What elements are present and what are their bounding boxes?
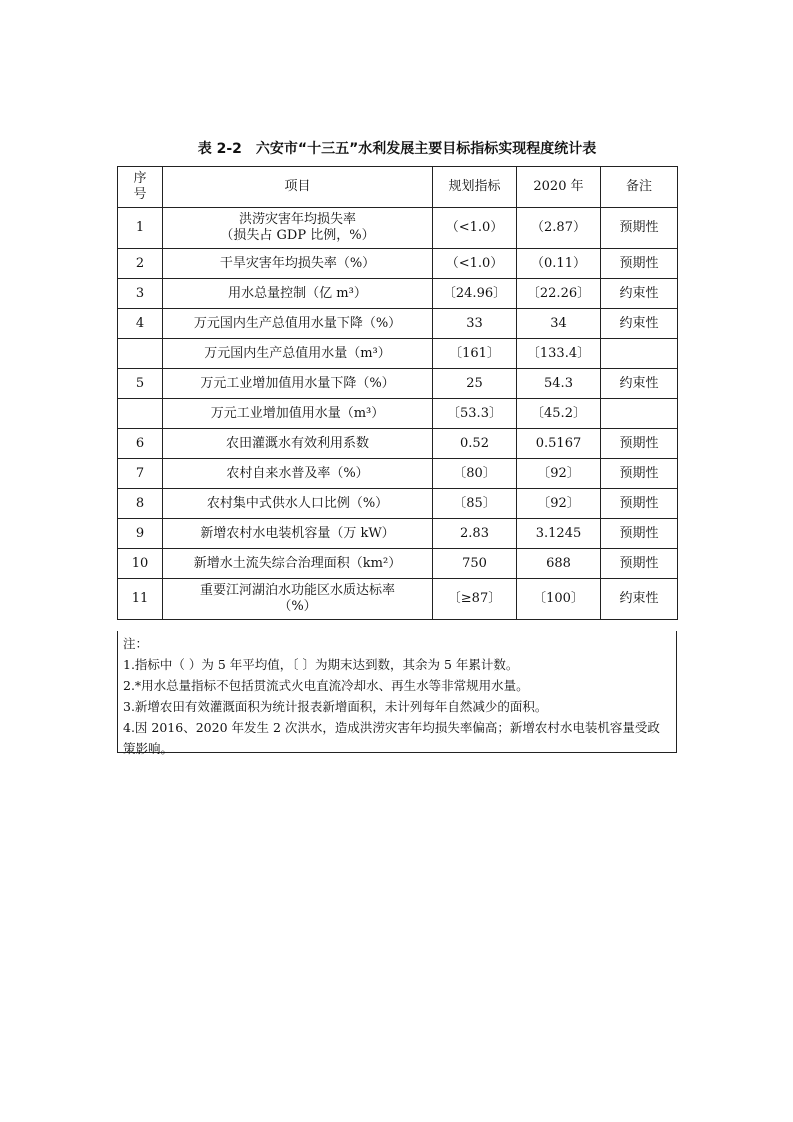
- row-target: 0.52: [433, 429, 517, 459]
- row-remark: 预期性: [601, 429, 678, 459]
- row-remark: 预期性: [601, 208, 678, 249]
- row-target: 〔≥87〕: [433, 579, 517, 620]
- table-row: [118, 399, 678, 429]
- row-item: 新增水土流失综合治理面积（km²）: [163, 549, 433, 579]
- row-item-line2: （%）: [278, 599, 317, 614]
- row-remark: 预期性: [601, 489, 678, 519]
- row-remark: 约束性: [601, 279, 678, 309]
- row-no: 8: [118, 489, 163, 519]
- note-line: 3.新增农田有效灌溉面积为统计报表新增面积，未计列每年自然减少的面积。: [123, 699, 548, 714]
- row-no: 10: [118, 549, 163, 579]
- table-row: [118, 208, 678, 249]
- row-actual: 0.5167: [517, 429, 601, 459]
- row-item: [163, 208, 433, 249]
- note-line: 4.因 2016、2020 年发生 2 次洪水，造成洪涝灾害年均损失率偏高；新增农村水电装机容量受政策影响。: [123, 720, 660, 756]
- notes-heading: 注：: [123, 636, 149, 651]
- row-no: 2: [118, 249, 163, 279]
- row-item: 万元工业增加值用水量（m³）: [163, 399, 433, 429]
- row-no: 7: [118, 459, 163, 489]
- statistics-table: [117, 166, 678, 620]
- row-item: 干旱灾害年均损失率（%）: [163, 249, 433, 279]
- header-no-line1: 序: [133, 171, 147, 186]
- row-item: 万元工业增加值用水量下降（%）: [163, 369, 433, 399]
- row-no: 3: [118, 279, 163, 309]
- row-item-line2: （损失占 GDP 比例，%）: [220, 228, 375, 243]
- row-actual: 3.1245: [517, 519, 601, 549]
- row-no: [118, 399, 163, 429]
- row-item: 农村自来水普及率（%）: [163, 459, 433, 489]
- row-item: 新增农村水电装机容量（万 kW）: [163, 519, 433, 549]
- header-actual: 2020 年: [517, 167, 601, 208]
- row-target: 〔53.3〕: [433, 399, 517, 429]
- table-row: [118, 339, 678, 369]
- row-remark: [601, 399, 678, 429]
- table-header-row: [118, 167, 678, 208]
- row-item: 用水总量控制（亿 m³）: [163, 279, 433, 309]
- header-remark: 备注: [601, 167, 678, 208]
- row-remark: 约束性: [601, 369, 678, 399]
- row-no: 5: [118, 369, 163, 399]
- table-caption: 表 2-2 六安市“十三五”水利发展主要目标指标实现程度统计表: [197, 141, 597, 157]
- row-actual: （0.11）: [517, 249, 601, 279]
- row-actual: 54.3: [517, 369, 601, 399]
- row-no: 9: [118, 519, 163, 549]
- row-actual: 688: [517, 549, 601, 579]
- row-item-line1: 重要江河湖泊水功能区水质达标率: [199, 583, 395, 598]
- row-target: 2.83: [433, 519, 517, 549]
- notes-box: [117, 631, 677, 756]
- row-item: 万元国内生产总值用水量下降（%）: [163, 309, 433, 339]
- row-target: 25: [433, 369, 517, 399]
- header-item: 项目: [163, 167, 433, 208]
- table-row: [118, 519, 678, 549]
- row-actual: 〔92〕: [517, 459, 601, 489]
- row-remark: 预期性: [601, 549, 678, 579]
- row-actual: 〔133.4〕: [517, 339, 601, 369]
- header-target: 规划指标: [433, 167, 517, 208]
- note-line: 2.*用水总量指标不包括贯流式火电直流冷却水、再生水等非常规用水量。: [123, 678, 529, 693]
- row-item: 万元国内生产总值用水量（m³）: [163, 339, 433, 369]
- row-actual: 〔22.26〕: [517, 279, 601, 309]
- row-item: [163, 579, 433, 620]
- table-row: [118, 279, 678, 309]
- note-line: 1.指标中（ ）为 5 年平均值，〔 〕为期末达到数，其余为 5 年累计数。: [123, 657, 519, 672]
- row-item-line1: 洪涝灾害年均损失率: [238, 212, 356, 227]
- row-remark: 预期性: [601, 249, 678, 279]
- row-target: （<1.0）: [433, 249, 517, 279]
- row-remark: [601, 339, 678, 369]
- header-no-line2: 号: [133, 187, 147, 202]
- row-actual: 〔100〕: [517, 579, 601, 620]
- row-target: 33: [433, 309, 517, 339]
- row-no: 6: [118, 429, 163, 459]
- table-row: [118, 309, 678, 339]
- row-target: 〔161〕: [433, 339, 517, 369]
- row-remark: 预期性: [601, 459, 678, 489]
- row-target: 〔85〕: [433, 489, 517, 519]
- row-actual: 〔45.2〕: [517, 399, 601, 429]
- row-target: （<1.0）: [433, 208, 517, 249]
- table-row: [118, 489, 678, 519]
- table-row: [118, 249, 678, 279]
- table-row: [118, 579, 678, 620]
- row-actual: （2.87）: [517, 208, 601, 249]
- table-row: [118, 369, 678, 399]
- row-item: 农村集中式供水人口比例（%）: [163, 489, 433, 519]
- row-target: 〔24.96〕: [433, 279, 517, 309]
- row-item: 农田灌溉水有效利用系数: [163, 429, 433, 459]
- row-target: 〔80〕: [433, 459, 517, 489]
- row-target: 750: [433, 549, 517, 579]
- header-no: [118, 167, 163, 208]
- row-no: 11: [118, 579, 163, 620]
- row-actual: 34: [517, 309, 601, 339]
- row-no: 4: [118, 309, 163, 339]
- row-remark: 预期性: [601, 519, 678, 549]
- table-row: [118, 429, 678, 459]
- row-remark: 约束性: [601, 579, 678, 620]
- table-row: [118, 549, 678, 579]
- row-no: 1: [118, 208, 163, 249]
- row-no: [118, 339, 163, 369]
- table-row: [118, 459, 678, 489]
- row-actual: 〔92〕: [517, 489, 601, 519]
- row-remark: 约束性: [601, 309, 678, 339]
